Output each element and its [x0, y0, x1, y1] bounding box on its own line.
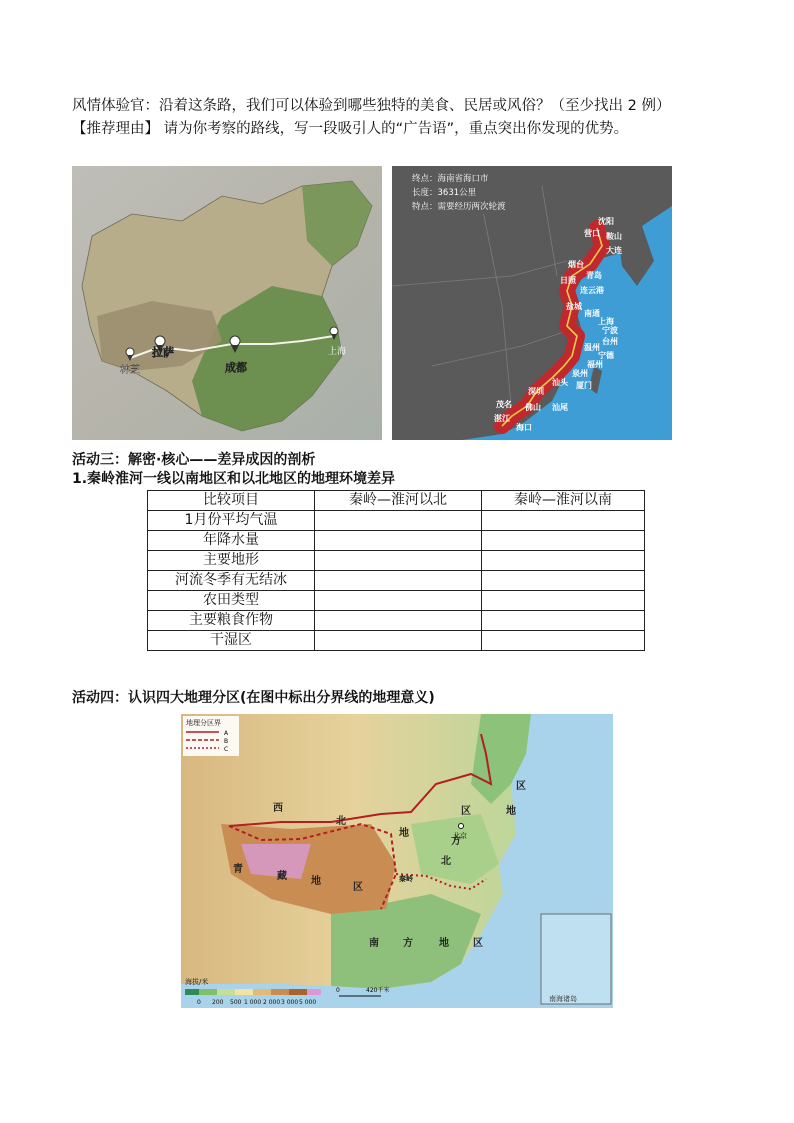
row-label: 主要粮食作物	[148, 611, 315, 631]
city-label: 宁波	[602, 326, 618, 335]
route-info-line: 长度：3631公里	[412, 188, 477, 198]
city-label: 秦岭	[399, 875, 413, 883]
scale-bar-label: 420千米	[366, 987, 390, 994]
answer-cell[interactable]	[482, 511, 645, 531]
activity3-subtitle: 1.秦岭淮河一线以南地区和以北地区的地理环境差异	[72, 471, 396, 487]
answer-cell[interactable]	[315, 511, 482, 531]
city-label: 日照	[560, 276, 576, 285]
city-label: 深圳	[528, 387, 544, 396]
table-row	[148, 631, 645, 651]
city-label: 鞍山	[606, 232, 622, 241]
legend-title: 地理分区界	[186, 719, 221, 727]
region-label: 南	[369, 938, 379, 949]
city-label: 烟台	[568, 260, 584, 269]
scale-value: 500	[230, 999, 242, 1006]
city-label: 温州	[584, 343, 600, 352]
scale-value: 1 000	[244, 999, 262, 1006]
row-label: 河流冬季有无结冰	[148, 571, 315, 591]
route-info-line: 特点：需要经历两次轮渡	[412, 202, 506, 212]
city-label: 沈阳	[598, 217, 614, 226]
coastal-route-map	[392, 166, 672, 440]
city-label: 北京	[453, 832, 467, 840]
answer-cell[interactable]	[315, 591, 482, 611]
region-label: 区	[473, 938, 483, 949]
comparison-table	[147, 490, 645, 651]
table-header: 秦岭—淮河以北	[315, 491, 482, 511]
city-label: 汕尾	[552, 403, 568, 412]
region-label: 地	[506, 806, 516, 817]
answer-cell[interactable]	[482, 531, 645, 551]
region-label: 地	[399, 828, 409, 839]
row-label: 主要地形	[148, 551, 315, 571]
table-row	[148, 511, 645, 531]
city-label: 成都	[225, 361, 247, 374]
region-label: 方	[451, 836, 461, 847]
scale-value: 5 000	[299, 999, 317, 1006]
city-label: 茂名	[496, 400, 512, 409]
row-label: 农田类型	[148, 591, 315, 611]
answer-cell[interactable]	[315, 531, 482, 551]
activity4-title: 活动四：认识四大地理分区(在图中标出分界线的地理意义)	[72, 690, 435, 706]
answer-cell[interactable]	[482, 631, 645, 651]
intro-line-2: 【推荐理由】 请为你考察的路线，写一段吸引人的“广告语”，重点突出你发现的优势。	[72, 121, 629, 137]
city-label: 海口	[516, 423, 532, 432]
scale-value: 2 000	[263, 999, 281, 1006]
city-label: 盐城	[566, 302, 582, 311]
answer-cell[interactable]	[482, 551, 645, 571]
legend-item: B	[224, 738, 229, 745]
terrain-route-map	[72, 166, 382, 440]
row-label: 年降水量	[148, 531, 315, 551]
region-label: 地	[439, 938, 449, 949]
inset-label: 南海诸岛	[549, 995, 577, 1003]
answer-cell[interactable]	[315, 571, 482, 591]
table-header: 比较项目	[148, 491, 315, 511]
row-label: 1月份平均气温	[148, 511, 315, 531]
region-label: 北	[336, 816, 346, 827]
region-label: 藏	[277, 871, 287, 882]
city-label: 拉萨	[152, 346, 174, 359]
city-label: 林芝	[120, 365, 140, 376]
city-label: 上海	[328, 347, 347, 357]
city-label: 连云港	[580, 286, 604, 295]
city-label: 台州	[602, 337, 618, 346]
table-row	[148, 591, 645, 611]
city-label: 佛山	[525, 403, 541, 412]
inset-map	[541, 914, 611, 1004]
region-label: 区	[516, 781, 526, 792]
answer-cell[interactable]	[315, 611, 482, 631]
city-label: 南通	[584, 309, 600, 318]
city-label: 青岛	[586, 271, 602, 280]
city-label: 福州	[587, 360, 603, 369]
city-label: 厦门	[576, 381, 592, 390]
legend-item: C	[224, 746, 229, 753]
city-label: 大连	[606, 246, 622, 255]
answer-cell[interactable]	[315, 551, 482, 571]
answer-cell[interactable]	[482, 611, 645, 631]
table-header: 秦岭—淮河以南	[482, 491, 645, 511]
region-label: 地	[311, 876, 321, 887]
table-row	[148, 531, 645, 551]
scale-bar-label: 0	[336, 987, 340, 994]
answer-cell[interactable]	[315, 631, 482, 651]
answer-cell[interactable]	[482, 591, 645, 611]
scale-title: 海拔/米	[185, 978, 209, 986]
activity3-title: 活动三：解密·核心——差异成因的剖析	[72, 452, 316, 468]
scale-value: 0	[197, 999, 201, 1006]
city-label: 湛江	[494, 414, 510, 423]
table-row	[148, 571, 645, 591]
table-row	[148, 611, 645, 631]
region-label: 区	[461, 806, 471, 817]
scale-value: 3 000	[281, 999, 299, 1006]
table-header-row	[148, 491, 645, 511]
city-label: 上海	[598, 317, 614, 326]
table-row	[148, 551, 645, 571]
geographic-regions-map	[181, 714, 613, 1008]
legend-item: A	[224, 730, 229, 737]
elevation-scale	[185, 989, 321, 995]
region-label: 西	[273, 803, 283, 814]
region-label: 区	[353, 882, 363, 893]
row-label: 干湿区	[148, 631, 315, 651]
answer-cell[interactable]	[482, 571, 645, 591]
intro-line-1: 风情体验官：沿着这条路，我们可以体验到哪些独特的美食、民居或风俗？（至少找出 2 例）	[72, 98, 671, 114]
route-info-line: 终点：海南省海口市	[412, 174, 489, 184]
city-label: 汕头	[552, 378, 568, 387]
scale-value: 200	[212, 999, 224, 1006]
city-label: 宁德	[598, 351, 614, 360]
region-label: 方	[403, 938, 413, 949]
capital-marker-icon	[459, 824, 464, 829]
region-label: 青	[233, 864, 243, 875]
region-label: 北	[441, 856, 451, 867]
city-label: 泉州	[572, 369, 588, 378]
city-label: 营口	[584, 229, 600, 238]
